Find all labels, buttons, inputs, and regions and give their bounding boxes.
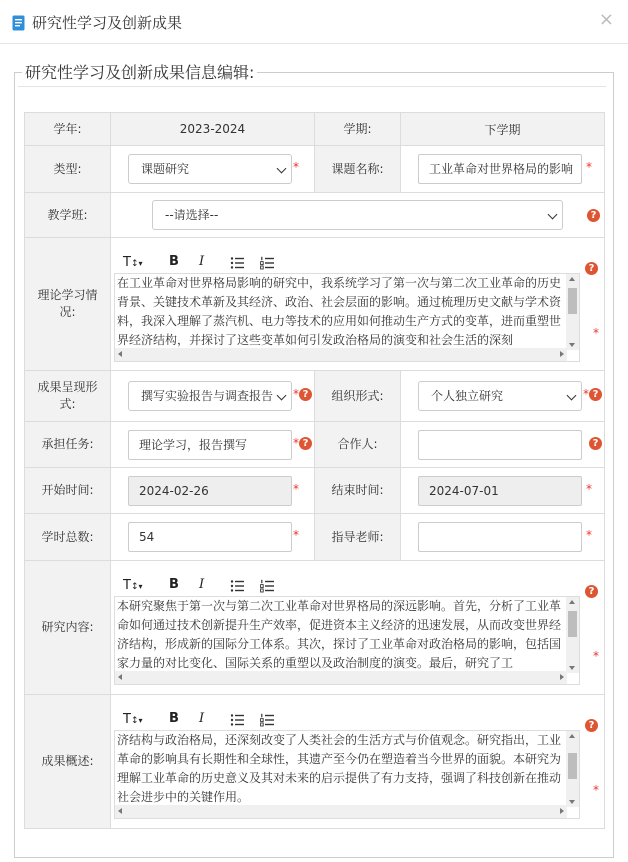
- chevron-down-icon: [277, 164, 287, 174]
- hours-cell: [111, 514, 315, 561]
- class-select[interactable]: [152, 200, 563, 230]
- partner-input[interactable]: [418, 430, 582, 460]
- required-mark: *: [586, 482, 592, 496]
- row-theory: [25, 238, 605, 371]
- hours-label: 学时总数:: [25, 514, 111, 561]
- term-label: 学期:: [315, 113, 401, 146]
- end-cell: [401, 468, 605, 514]
- vertical-scrollbar[interactable]: [566, 274, 579, 350]
- horizontal-scrollbar[interactable]: [115, 348, 567, 361]
- row-class: [25, 193, 605, 238]
- result-form-value: 撰写实验报告与调查报告: [141, 389, 274, 403]
- document-icon: [12, 15, 25, 31]
- form-legend: 研究性学习及创新成果信息编辑:: [22, 60, 257, 83]
- teacher-input[interactable]: [418, 522, 582, 552]
- help-icon[interactable]: ?: [585, 262, 598, 275]
- content-text: 本研究聚焦于第一次与第二次工业革命对世界格局的深远影响。首先，分析了工业革命如何通过技术创新提升生产效率，促进资本主义经济的迅速发展，从而改变世界经济结构，形成新的国际分工体系。其次，探讨了工业革命对政治格局的影响，包括国家力量的对比变化、国际关系的重塑以及政治制度的演变。最后，研究了工: [117, 599, 562, 670]
- numbered-list-icon[interactable]: [260, 713, 274, 727]
- theory-cell: [111, 238, 605, 371]
- content-cell: [111, 561, 605, 695]
- heading-button[interactable]: T↕▾: [123, 712, 143, 727]
- italic-button[interactable]: I: [199, 711, 205, 726]
- bullet-list-icon[interactable]: [230, 256, 244, 270]
- topic-cell: [401, 146, 605, 193]
- help-icon[interactable]: ?: [299, 388, 312, 401]
- row-summary: [25, 695, 605, 829]
- type-cell: [111, 146, 315, 193]
- term-value: 下学期: [401, 113, 605, 146]
- class-cell: [111, 193, 605, 238]
- dialog-titlebar: [0, 0, 628, 44]
- summary-cell: [111, 695, 605, 829]
- legend-divider: [18, 86, 606, 87]
- start-cell: [111, 468, 315, 514]
- row-hours: [25, 514, 605, 561]
- row-content: [25, 561, 605, 695]
- horizontal-scrollbar[interactable]: [115, 805, 567, 818]
- summary-label: 成果概述:: [25, 695, 111, 829]
- bullet-list-icon[interactable]: [230, 713, 244, 727]
- type-label: 类型:: [25, 146, 111, 193]
- chevron-down-icon: [277, 391, 287, 401]
- vertical-scrollbar[interactable]: [566, 731, 579, 807]
- row-form: [25, 371, 605, 422]
- required-mark: *: [583, 387, 589, 401]
- organization-select[interactable]: [418, 381, 582, 411]
- heading-button[interactable]: T↕▾: [123, 578, 143, 593]
- topic-label: 课题名称:: [315, 146, 401, 193]
- required-mark: *: [593, 649, 599, 663]
- type-select[interactable]: [128, 154, 292, 184]
- help-icon[interactable]: ?: [587, 209, 600, 222]
- content-label: 研究内容:: [25, 561, 111, 695]
- chevron-down-icon: [548, 210, 558, 220]
- required-mark: *: [586, 160, 592, 174]
- vertical-scrollbar[interactable]: [566, 597, 579, 673]
- required-mark: *: [293, 387, 299, 401]
- partner-label: 合作人:: [315, 422, 401, 468]
- chevron-down-icon: [567, 391, 577, 401]
- bullet-list-icon[interactable]: [230, 579, 244, 593]
- summary-text: 济结构与政治格局，还深刻改变了人类社会的生活方式与价值观念。研究指出，工业革命的影响具有长期性和全球性，其遗产至今仍在塑造着当今世界的面貌。本研究为理解工业革命的历史意义及其对未来的启示提供了有力支持，强调了科技创新在推动社会进步中的关键作用。: [117, 733, 562, 804]
- required-mark: *: [293, 160, 299, 174]
- type-select-value: 课题研究: [141, 162, 190, 176]
- edit-form-table: [24, 112, 605, 829]
- bold-button[interactable]: B: [169, 711, 179, 726]
- task-cell: [111, 422, 315, 468]
- required-mark: *: [293, 436, 299, 450]
- required-mark: *: [586, 528, 592, 542]
- bold-button[interactable]: B: [169, 577, 179, 592]
- italic-button[interactable]: I: [199, 577, 205, 592]
- row-type: [25, 146, 605, 193]
- result-form-select[interactable]: [128, 381, 292, 411]
- help-icon[interactable]: ?: [585, 585, 598, 598]
- help-icon[interactable]: ?: [585, 719, 598, 732]
- numbered-list-icon[interactable]: [260, 579, 274, 593]
- teacher-label: 指导老师:: [315, 514, 401, 561]
- end-date-input[interactable]: 2024-07-01: [418, 476, 582, 506]
- start-date-input[interactable]: 2024-02-26: [128, 476, 292, 506]
- italic-button[interactable]: I: [199, 254, 205, 269]
- bold-button[interactable]: B: [169, 254, 179, 269]
- numbered-list-icon[interactable]: [260, 256, 274, 270]
- start-label: 开始时间:: [25, 468, 111, 514]
- required-mark: *: [293, 528, 299, 542]
- theory-editor-text[interactable]: [114, 273, 580, 362]
- help-icon[interactable]: ?: [589, 388, 602, 401]
- dialog-title: 研究性学习及创新成果: [32, 14, 183, 32]
- theory-label: 理论学习情况:: [25, 238, 111, 371]
- hours-input[interactable]: 54: [128, 522, 292, 552]
- class-label: 教学班:: [25, 193, 111, 238]
- horizontal-scrollbar[interactable]: [115, 671, 567, 684]
- teacher-cell: [401, 514, 605, 561]
- form-label: 成果呈现形式:: [25, 371, 111, 422]
- required-mark: *: [593, 326, 599, 340]
- summary-editor-text[interactable]: [114, 730, 580, 819]
- partner-cell: [401, 422, 605, 468]
- topic-name-input[interactable]: 工业革命对世界格局的影响: [418, 154, 582, 184]
- year-value: 2023-2024: [111, 113, 315, 146]
- organization-value: 个人独立研究: [431, 389, 504, 403]
- end-label: 结束时间:: [315, 468, 401, 514]
- org-label: 组织形式:: [315, 371, 401, 422]
- theory-text: 在工业革命对世界格局影响的研究中，我系统学习了第一次与第二次工业革命的历史背景、关键技术革新及其经济、政治、社会层面的影响。通过梳理历史文献与学术资料，我深入理解了蒸汽机、电力等技术的应用如何推动生产方式的变革，进而重塑世界经济结构，并探讨了这些变革如何引发政治格局的演变和社会生活的深刻: [117, 276, 562, 347]
- help-icon[interactable]: ?: [299, 437, 312, 450]
- row-time: [25, 468, 605, 514]
- required-mark: *: [293, 482, 299, 496]
- help-icon[interactable]: ?: [589, 437, 602, 450]
- task-label: 承担任务:: [25, 422, 111, 468]
- row-year: [25, 113, 605, 146]
- task-input[interactable]: 理论学习，报告撰写: [128, 430, 292, 460]
- form-cell: [111, 371, 315, 422]
- content-editor-text[interactable]: [114, 596, 580, 685]
- class-select-value: --请选择--: [165, 208, 219, 222]
- close-icon[interactable]: ×: [598, 9, 614, 30]
- year-label: 学年:: [25, 113, 111, 146]
- required-mark: *: [593, 783, 599, 797]
- row-task: [25, 422, 605, 468]
- org-cell: [401, 371, 605, 422]
- heading-button[interactable]: T↕▾: [123, 255, 143, 270]
